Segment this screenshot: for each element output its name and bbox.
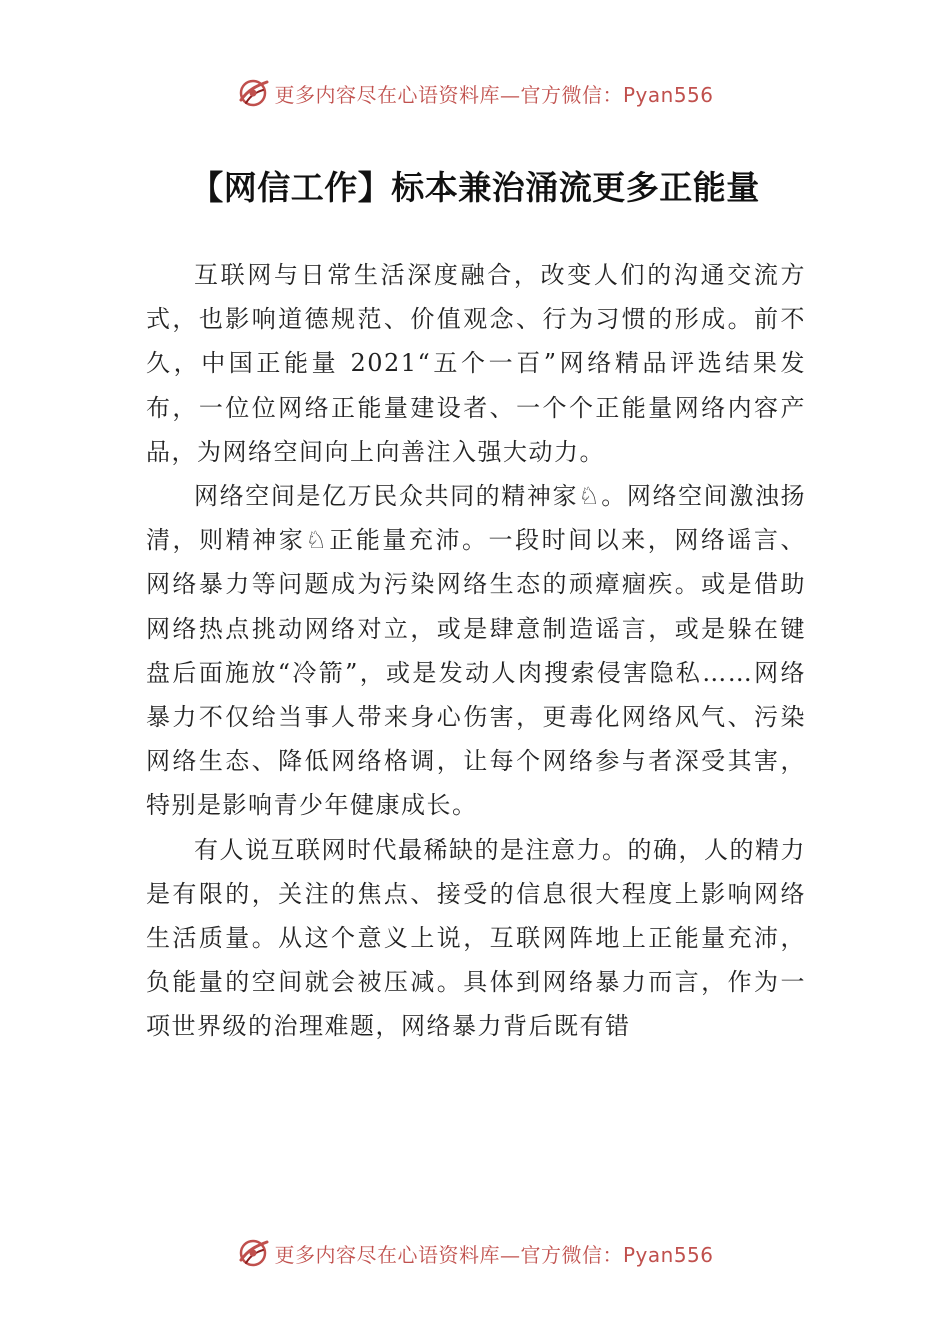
- footer-banner: [0, 1233, 950, 1273]
- wechat-id: Pyan556: [622, 1242, 714, 1267]
- logo-icon: [236, 76, 270, 110]
- banner-text: 更多内容尽在心语资料库—官方微信：: [274, 1242, 623, 1267]
- logo-icon: [236, 1236, 270, 1270]
- paragraph: 有人说互联网时代最稀缺的是注意力。的确，人的精力是有限的，关注的焦点、接受的信息很大程度上影响网络生活质量。从这个意义上说，互联网阵地上正能量充沛，负能量的空间就会被压减。具体到网络暴力而言，作为一项世界级的治理难题，网络暴力背后既有错: [146, 835, 806, 1041]
- wechat-id: Pyan556: [622, 82, 714, 107]
- document-title: 【网信工作】标本兼治涌流更多正能量: [190, 168, 760, 207]
- paragraph: 网络空间是亿万民众共同的精神家♘。网络空间激浊扬清，则精神家♘正能量充沛。一段时间以来，网络谣言、网络暴力等问题成为污染网络生态的顽瘴痼疾。或是借助网络热点挑动网络对立，或是肆意制造谣言，或是躲在键盘后面施放“冷箭”，或是发动人肉搜索侵害隐私……网络暴力不仅给当事人带来身心伤害，更毒化网络风气、污染网络生态、降低网络格调，让每个网络参与者深受其害，特别是影响青少年健康成长。: [146, 482, 806, 820]
- banner-text: 更多内容尽在心语资料库—官方微信：: [274, 82, 623, 107]
- paragraph: 互联网与日常生活深度融合，改变人们的沟通交流方式，也影响道德规范、价值观念、行为习惯的形成。前不久，中国正能量 2021“五个一百”网络精品评选结果发布，一位位网络正能量建设者、一个个正能量网络内容产品，为网络空间向上向善注入强大动力。: [146, 261, 806, 466]
- header-banner: [0, 73, 950, 113]
- document-body: [146, 253, 806, 1049]
